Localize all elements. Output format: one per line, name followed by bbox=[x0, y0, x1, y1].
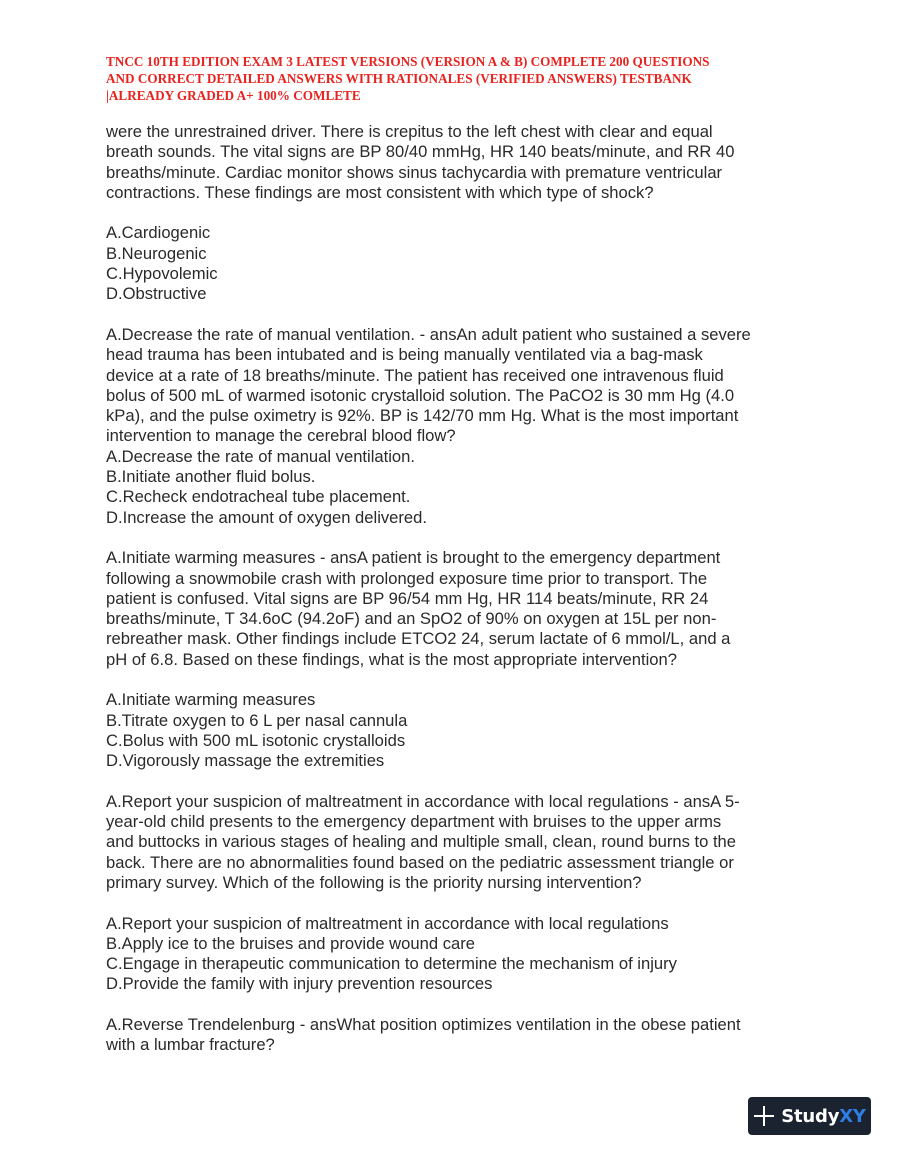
text-line: A.Cardiogenic bbox=[106, 223, 211, 243]
text-line: A.Report your suspicion of maltreatment in accordance with local regulations - ansA 5- bbox=[106, 791, 740, 811]
text-line: A.Report your suspicion of maltreatment in accordance with local regulations bbox=[106, 913, 669, 933]
paragraph bbox=[106, 914, 806, 995]
paragraph bbox=[106, 122, 806, 203]
text-line: with a lumbar fracture? bbox=[106, 1035, 275, 1055]
text-line: A.Initiate warming measures - ansA patient is brought to the emergency department bbox=[106, 548, 721, 568]
document-body bbox=[106, 122, 806, 1056]
paragraph-gap bbox=[106, 203, 806, 223]
paragraph-gap bbox=[106, 670, 806, 690]
brand-main: Study bbox=[781, 1105, 840, 1127]
paragraph-gap bbox=[106, 995, 806, 1015]
title-line: |ALREADY GRADED A+ 100% COMLETE bbox=[106, 88, 361, 103]
text-line: following a snowmobile crash with prolonged exposure time prior to transport. The bbox=[106, 568, 708, 588]
text-line: pH of 6.8. Based on these findings, what is the most appropriate intervention? bbox=[106, 649, 677, 669]
studyxy-logo-badge[interactable] bbox=[748, 1097, 871, 1135]
brand-accent: XY bbox=[839, 1105, 866, 1127]
text-line: A.Decrease the rate of manual ventilation. bbox=[106, 446, 416, 466]
text-line: C.Engage in therapeutic communication to determine the mechanism of injury bbox=[106, 954, 677, 974]
paragraph-gap bbox=[106, 528, 806, 548]
text-line: D.Obstructive bbox=[106, 284, 207, 304]
text-line: B.Neurogenic bbox=[106, 243, 207, 263]
paragraph bbox=[106, 690, 806, 771]
title-line: TNCC 10TH EDITION EXAM 3 LATEST VERSIONS (VERSION A & B) COMPLETE 200 QUESTIONS bbox=[106, 54, 710, 69]
text-line: D.Increase the amount of oxygen delivered. bbox=[106, 507, 428, 527]
paragraph bbox=[106, 325, 806, 528]
text-line: breaths/minute. Cardiac monitor shows sinus tachycardia with premature ventricular bbox=[106, 162, 723, 182]
text-line: A.Initiate warming measures bbox=[106, 690, 316, 710]
document-title bbox=[106, 53, 806, 104]
plus-icon bbox=[753, 1105, 775, 1127]
text-line: A.Reverse Trendelenburg - ansWhat position optimizes ventilation in the obese patient bbox=[106, 1015, 741, 1035]
paragraph bbox=[106, 223, 806, 304]
paragraph bbox=[106, 792, 806, 893]
text-line: device at a rate of 18 breaths/minute. The patient has received one intravenous fluid bbox=[106, 365, 724, 385]
text-line: bolus of 500 mL of warmed isotonic crystalloid solution. The PaCO2 is 30 mm Hg (4.0 bbox=[106, 385, 735, 405]
text-line: rebreather mask. Other findings include ETCO2 24, serum lactate of 6 mmol/L, and a bbox=[106, 629, 731, 649]
paragraph-gap bbox=[106, 305, 806, 325]
text-line: breaths/minute, T 34.6oC (94.2oF) and an SpO2 of 90% on oxygen at 15L per non- bbox=[106, 609, 717, 629]
text-line: year-old child presents to the emergency department with bruises to the upper arms bbox=[106, 812, 722, 832]
brand-name bbox=[781, 1106, 866, 1127]
text-line: B.Initiate another fluid bolus. bbox=[106, 467, 316, 487]
paragraph-gap bbox=[106, 772, 806, 792]
text-line: breath sounds. The vital signs are BP 80/40 mmHg, HR 140 beats/minute, and RR 40 bbox=[106, 142, 735, 162]
text-line: D.Vigorously massage the extremities bbox=[106, 751, 385, 771]
text-line: D.Provide the family with injury prevention resources bbox=[106, 974, 493, 994]
text-line: B.Apply ice to the bruises and provide wound care bbox=[106, 933, 475, 953]
text-line: were the unrestrained driver. There is crepitus to the left chest with clear and equal bbox=[106, 122, 713, 141]
text-line: C.Bolus with 500 mL isotonic crystalloids bbox=[106, 730, 406, 750]
text-line: A.Decrease the rate of manual ventilation. - ansAn adult patient who sustained a severe bbox=[106, 324, 751, 344]
text-line: C.Recheck endotracheal tube placement. bbox=[106, 487, 411, 507]
text-line: primary survey. Which of the following is the priority nursing intervention? bbox=[106, 872, 642, 892]
paragraph bbox=[106, 1015, 806, 1056]
text-line: contractions. These findings are most consistent with which type of shock? bbox=[106, 182, 654, 202]
paragraph bbox=[106, 548, 806, 670]
text-line: and buttocks in various stages of healing and multiple small, clean, round burns to the bbox=[106, 832, 737, 852]
text-line: patient is confused. Vital signs are BP 96/54 mm Hg, HR 114 beats/minute, RR 24 bbox=[106, 588, 709, 608]
text-line: head trauma has been intubated and is being manually ventilated via a bag-mask bbox=[106, 345, 703, 365]
paragraph-gap bbox=[106, 893, 806, 913]
text-line: intervention to manage the cerebral blood flow? bbox=[106, 426, 456, 446]
text-line: B.Titrate oxygen to 6 L per nasal cannula bbox=[106, 710, 408, 730]
text-line: back. There are no abnormalities found based on the pediatric assessment triangle or bbox=[106, 852, 734, 872]
text-line: kPa), and the pulse oximetry is 92%. BP is 142/70 mm Hg. What is the most important bbox=[106, 406, 739, 426]
text-line: C.Hypovolemic bbox=[106, 264, 218, 284]
title-line: AND CORRECT DETAILED ANSWERS WITH RATIONALES (VERIFIED ANSWERS) TESTBANK bbox=[106, 71, 692, 86]
